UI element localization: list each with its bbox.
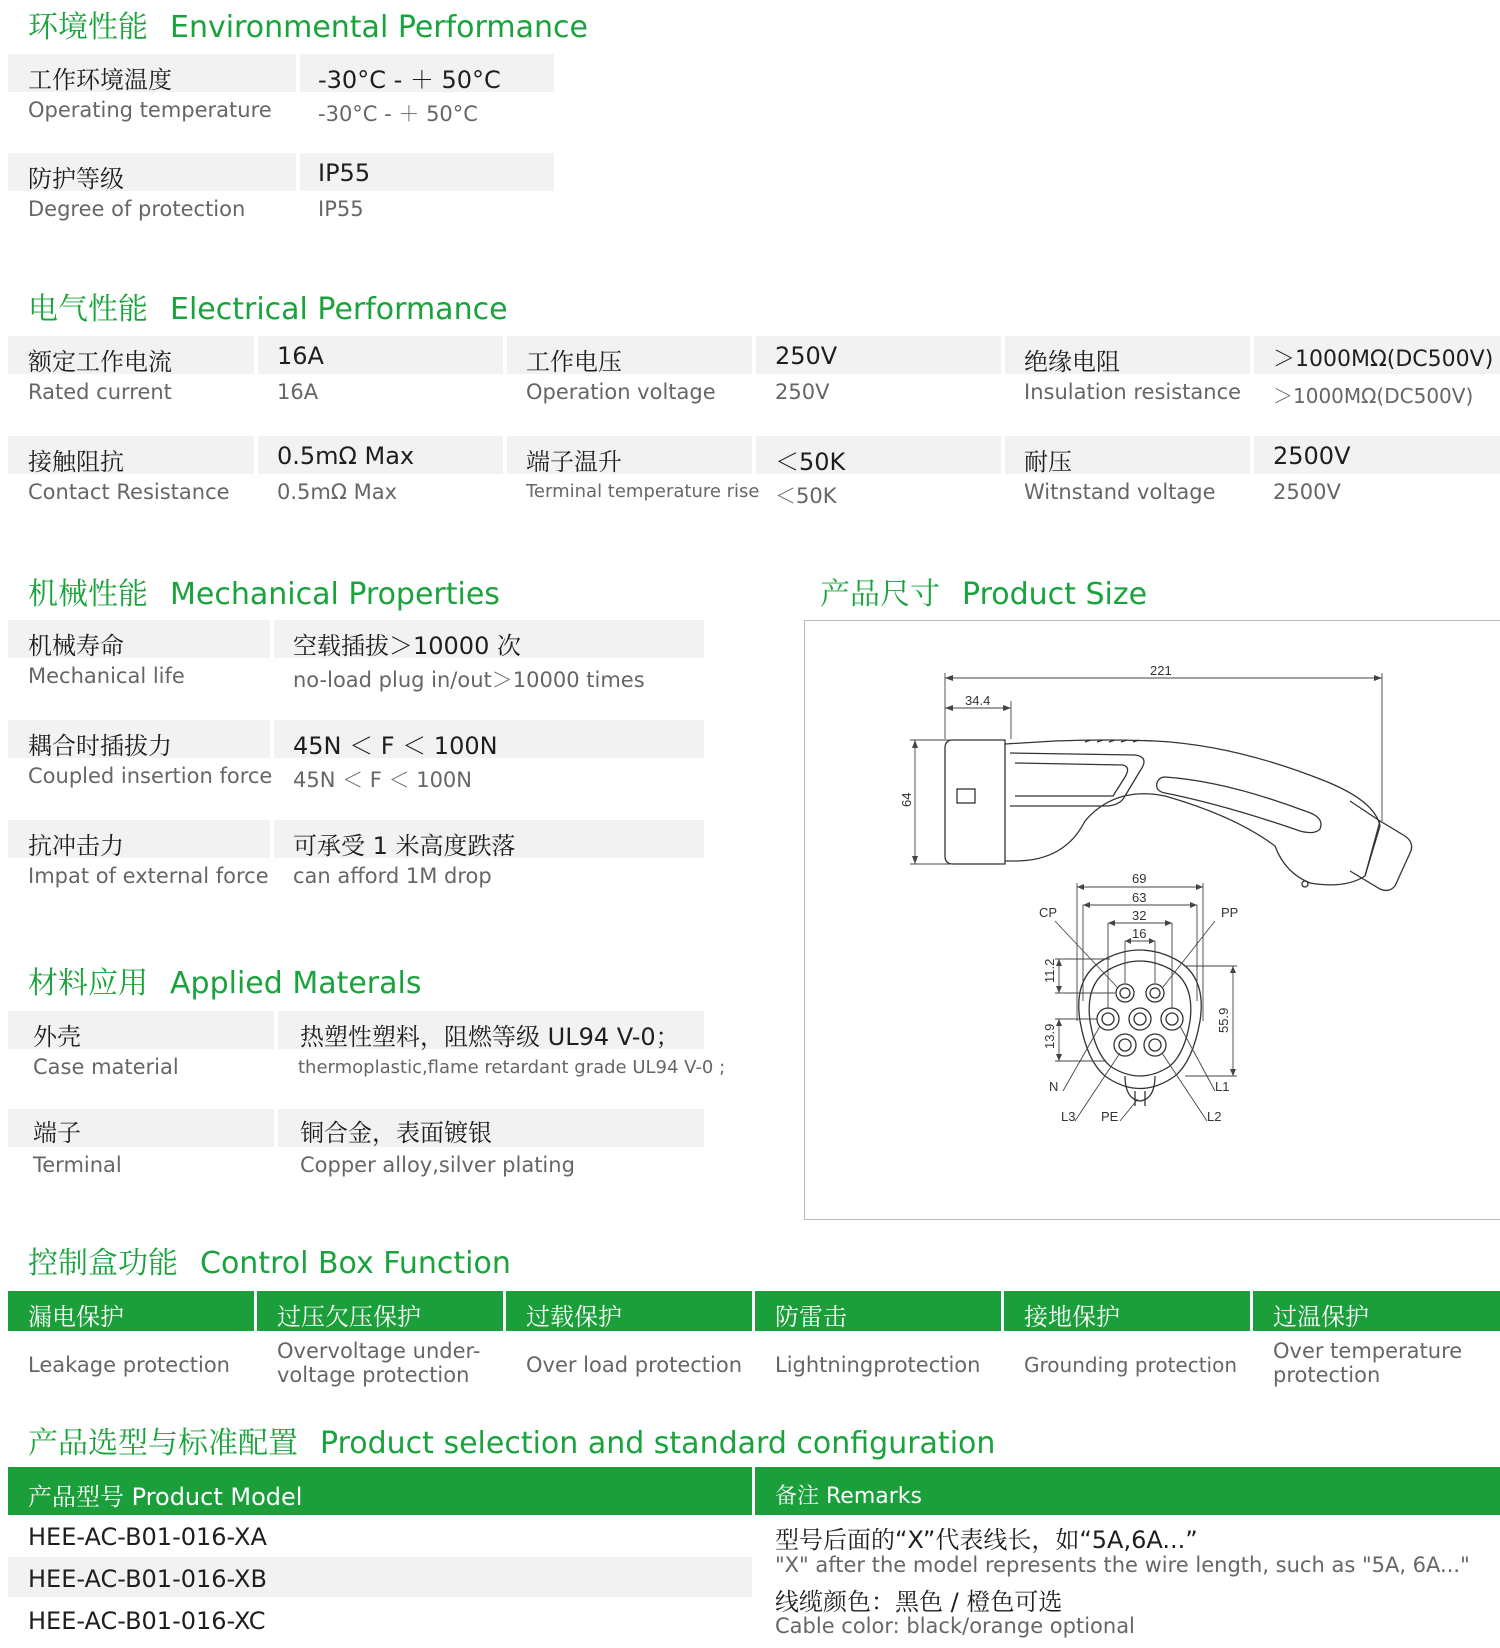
product-drawing-frame bbox=[804, 620, 1500, 1220]
mat-value-zh: 热塑性塑料，阻燃等级 UL94 V-0； bbox=[300, 1023, 680, 1051]
mech-value-en: no-load plug in/out＞10000 times bbox=[293, 668, 645, 692]
elec-title-en: Electrical Performance bbox=[170, 292, 508, 327]
ctrl-item-zh: 接地保护 bbox=[1024, 1303, 1120, 1331]
mech-title-en: Mechanical Properties bbox=[170, 577, 500, 612]
env-title-zh: 环境性能 bbox=[28, 10, 148, 45]
elec-label-zh: 端子温升 bbox=[526, 448, 622, 476]
divider bbox=[270, 720, 274, 758]
env-value-en: IP55 bbox=[318, 197, 364, 221]
elec-value-zh: 0.5mΩ Max bbox=[277, 442, 415, 470]
divider bbox=[503, 1291, 506, 1331]
mech-label-zh: 耦合时插拔力 bbox=[28, 732, 172, 760]
elec-label-en: Rated current bbox=[28, 380, 172, 404]
remark-1-en: "X" after the model represents the wire length, such as "5A, 6A..." bbox=[775, 1553, 1470, 1577]
elec-label-en: Terminal temperature rise bbox=[526, 481, 760, 502]
divider bbox=[254, 436, 258, 474]
size-title-zh: 产品尺寸 bbox=[820, 577, 940, 612]
pin-label-pe: PE bbox=[1101, 1109, 1119, 1124]
divider bbox=[1250, 436, 1254, 474]
pin-label-cp: CP bbox=[1039, 905, 1058, 920]
mat-label-en: Case material bbox=[33, 1055, 179, 1079]
env-label-en: Operating temperature bbox=[28, 98, 272, 122]
dim-h11: 11.2 bbox=[1042, 958, 1057, 983]
ctrl-section-title bbox=[28, 1238, 511, 1282]
pin-label-l2: L2 bbox=[1207, 1109, 1222, 1124]
divider bbox=[254, 336, 258, 374]
ctrl-item-en: Lightningprotection bbox=[775, 1353, 981, 1377]
mat-title-en: Applied Materals bbox=[170, 966, 422, 1001]
ctrl-item-en: Overvoltage under-voltage protection bbox=[277, 1339, 481, 1387]
elec-value-en: 2500V bbox=[1273, 480, 1341, 504]
divider bbox=[274, 1011, 278, 1049]
mech-label-zh: 抗冲击力 bbox=[28, 832, 124, 860]
elec-label-en: Witnstand voltage bbox=[1024, 480, 1216, 504]
env-label-en: Degree of protection bbox=[28, 197, 246, 221]
mech-value-zh: 可承受 1 米高度跌落 bbox=[293, 832, 516, 860]
env-title-en: Environmental Performance bbox=[170, 10, 588, 45]
model-item: HEE-AC-B01-016-XA bbox=[28, 1523, 267, 1551]
ctrl-title-zh: 控制盒功能 bbox=[28, 1246, 178, 1281]
mat-label-zh: 端子 bbox=[33, 1119, 81, 1147]
remark-2-en: Cable color: black/orange optional bbox=[775, 1614, 1135, 1638]
product-dimension-drawing bbox=[805, 621, 1500, 1219]
ctrl-item-en: Over temperature protection bbox=[1273, 1339, 1463, 1387]
ctrl-item-zh: 漏电保护 bbox=[28, 1303, 124, 1331]
divider bbox=[752, 1291, 755, 1331]
mech-value-zh: 空载插拔＞10000 次 bbox=[293, 632, 521, 660]
dim-overall-length: 221 bbox=[1150, 663, 1172, 678]
mech-title-zh: 机械性能 bbox=[28, 577, 148, 612]
ctrl-item-zh: 过温保护 bbox=[1273, 1303, 1369, 1331]
ctrl-item-en: Leakage protection bbox=[28, 1353, 230, 1377]
ctrl-item-zh: 过压欠压保护 bbox=[277, 1303, 421, 1331]
divider bbox=[503, 336, 507, 374]
sel-col-model: 产品型号 Product Model bbox=[28, 1483, 303, 1511]
mat-value-en: Copper alloy,silver plating bbox=[300, 1153, 575, 1177]
mech-label-en: Impat of external force bbox=[28, 864, 269, 888]
mech-label-en: Mechanical life bbox=[28, 664, 185, 688]
ctrl-item-en: Grounding protection bbox=[1024, 1353, 1238, 1377]
dim-h55: 55.9 bbox=[1216, 1007, 1231, 1033]
divider bbox=[254, 1291, 257, 1331]
env-label-zh: 工作环境温度 bbox=[28, 66, 172, 94]
ctrl-item-zh: 防雷击 bbox=[775, 1303, 847, 1331]
elec-value-zh: 250V bbox=[775, 342, 838, 370]
divider bbox=[1001, 436, 1005, 474]
dim-w16: 16 bbox=[1132, 926, 1147, 941]
ctrl-title-en: Control Box Function bbox=[200, 1246, 511, 1281]
divider bbox=[1250, 336, 1254, 374]
divider bbox=[752, 436, 756, 474]
divider bbox=[752, 336, 756, 374]
elec-value-zh: 16A bbox=[277, 342, 324, 370]
mat-value-en: thermoplastic,flame retardant grade UL94 V-0 ; bbox=[298, 1057, 726, 1078]
env-label-zh: 防护等级 bbox=[28, 165, 124, 193]
remark-1-zh: 型号后面的“X”代表线长，如“5A,6A...” bbox=[775, 1526, 1198, 1554]
mech-value-en: 45N ＜ F ＜ 100N bbox=[293, 768, 473, 792]
elec-label-zh: 耐压 bbox=[1024, 448, 1072, 476]
sel-title-en: Product selection and standard configuration bbox=[320, 1426, 996, 1461]
dim-h13: 13.9 bbox=[1042, 1023, 1057, 1049]
elec-label-zh: 接触阻抗 bbox=[28, 448, 124, 476]
env-value-zh: -30°C - ＋ 50°C bbox=[318, 66, 501, 94]
divider bbox=[270, 620, 274, 658]
elec-label-zh: 工作电压 bbox=[526, 348, 622, 376]
divider bbox=[503, 436, 507, 474]
sel-section-title bbox=[28, 1418, 995, 1462]
mat-section-title bbox=[28, 958, 421, 1002]
divider bbox=[1001, 1291, 1004, 1331]
mat-value-zh: 铜合金，表面镀银 bbox=[300, 1119, 492, 1147]
size-section-title bbox=[820, 569, 1147, 613]
sel-title-zh: 产品选型与标准配置 bbox=[28, 1426, 298, 1461]
model-item: HEE-AC-B01-016-XC bbox=[28, 1607, 266, 1635]
model-item: HEE-AC-B01-016-XB bbox=[28, 1565, 267, 1593]
divider bbox=[270, 820, 274, 858]
mech-label-en: Coupled insertion force bbox=[28, 764, 273, 788]
elec-title-zh: 电气性能 bbox=[28, 292, 148, 327]
elec-value-zh: 2500V bbox=[1273, 442, 1351, 470]
elec-label-en: Contact Resistance bbox=[28, 480, 230, 504]
elec-label-en: Insulation resistance bbox=[1024, 380, 1242, 404]
elec-section-title bbox=[28, 284, 508, 328]
elec-value-en: 0.5mΩ Max bbox=[277, 480, 397, 504]
elec-label-zh: 额定工作电流 bbox=[28, 348, 172, 376]
env-value-en: -30°C - ＋ 50°C bbox=[318, 102, 478, 126]
dim-height: 64 bbox=[899, 792, 914, 807]
mat-title-zh: 材料应用 bbox=[28, 966, 148, 1001]
env-value-zh: IP55 bbox=[318, 159, 371, 187]
divider bbox=[274, 1109, 278, 1147]
divider bbox=[1250, 1291, 1253, 1331]
sel-col-remarks: 备注 Remarks bbox=[775, 1484, 922, 1509]
elec-value-zh: ＜50K bbox=[775, 448, 846, 476]
ctrl-item-en: Over load protection bbox=[526, 1353, 743, 1377]
size-title-en: Product Size bbox=[962, 577, 1148, 612]
mech-value-zh: 45N ＜ F ＜ 100N bbox=[293, 732, 498, 760]
dim-front-length: 34.4 bbox=[965, 693, 991, 708]
mech-value-en: can afford 1M drop bbox=[293, 864, 492, 888]
elec-label-en: Operation voltage bbox=[526, 380, 716, 404]
env-section-title bbox=[28, 2, 588, 46]
elec-value-en: ＜50K bbox=[775, 484, 837, 508]
elec-label-zh: 绝缘电阻 bbox=[1024, 348, 1120, 376]
elec-value-en: 16A bbox=[277, 380, 319, 404]
elec-value-zh: ＞1000MΩ(DC500V) bbox=[1273, 347, 1494, 372]
pin-label-pp: PP bbox=[1221, 905, 1239, 920]
dim-w69: 69 bbox=[1132, 871, 1147, 886]
elec-value-en: 250V bbox=[775, 380, 830, 404]
plug-side-view bbox=[899, 663, 1412, 890]
plug-front-view bbox=[1039, 871, 1238, 1124]
dim-w63: 63 bbox=[1132, 890, 1147, 905]
pin-label-l1: L1 bbox=[1215, 1079, 1230, 1094]
mech-section-title bbox=[28, 569, 500, 613]
pin-label-n: N bbox=[1049, 1079, 1059, 1094]
divider bbox=[1001, 336, 1005, 374]
divider bbox=[752, 1467, 755, 1515]
pin-label-l3: L3 bbox=[1061, 1109, 1076, 1124]
divider bbox=[296, 153, 300, 191]
dim-w32: 32 bbox=[1132, 908, 1147, 923]
divider bbox=[296, 54, 300, 92]
mat-label-en: Terminal bbox=[33, 1153, 122, 1177]
elec-value-en: ＞1000MΩ(DC500V) bbox=[1273, 384, 1474, 408]
mech-label-zh: 机械寿命 bbox=[28, 632, 124, 660]
remark-2-zh: 线缆颜色：黑色 / 橙色可选 bbox=[775, 1588, 1063, 1616]
ctrl-item-zh: 过载保护 bbox=[526, 1303, 622, 1331]
mat-label-zh: 外壳 bbox=[33, 1023, 81, 1051]
